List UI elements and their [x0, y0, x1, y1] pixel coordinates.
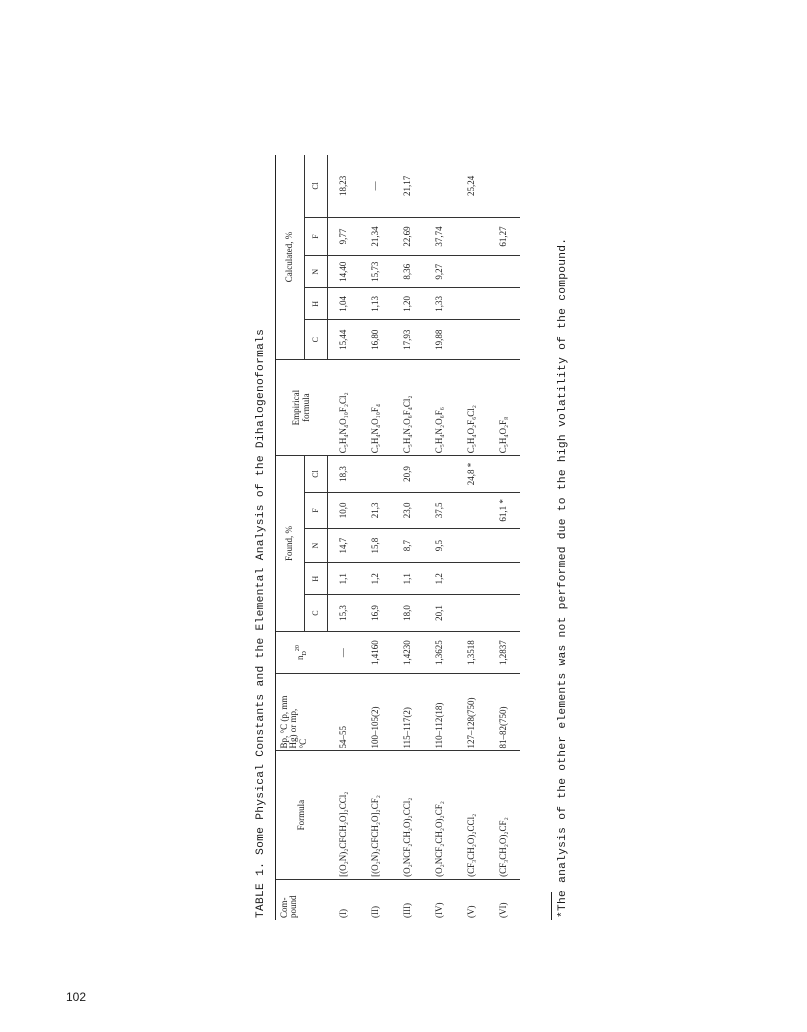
- header-calc-h: H: [305, 288, 328, 320]
- cell-bp: 110–112(18): [424, 674, 456, 751]
- cell-calc-h: 1,04: [328, 288, 361, 320]
- cell-found-f: 23,0: [392, 492, 424, 528]
- cell-found-f: 37,5: [424, 492, 456, 528]
- cell-calc-n: [456, 256, 488, 288]
- cell-found-f: [456, 492, 488, 528]
- cell-found-n: 14,7: [328, 529, 361, 563]
- cell-bp: 81–82(750): [488, 674, 520, 751]
- cell-found-h: [488, 563, 520, 595]
- header-refractive-index: $n_D^{20}$: [276, 631, 328, 674]
- table-row: [488, 155, 520, 920]
- header-found-n: N: [305, 529, 328, 563]
- cell-found-h: [456, 563, 488, 595]
- cell-calc-c: 17,93: [392, 320, 424, 360]
- table-row: [328, 155, 361, 920]
- cell-found-c: 18,0: [392, 595, 424, 631]
- cell-bp: 100–105(2): [360, 674, 392, 751]
- cell-found-n: [456, 529, 488, 563]
- cell-found-c: 20,1: [424, 595, 456, 631]
- cell-compound: (III): [402, 903, 413, 918]
- cell-bp: 54–55: [328, 674, 361, 751]
- cell-empirical: C₅H₄N₂O₆F₆: [424, 360, 456, 456]
- header-found: Found, %: [276, 456, 305, 631]
- cell-empirical: C₅H₄O₂F₈: [488, 360, 520, 456]
- table-row: [424, 155, 456, 920]
- cell-found-cl: [424, 456, 456, 492]
- header-empirical-formula: Empirical formula: [276, 360, 328, 456]
- cell-calc-f: [456, 217, 488, 256]
- cell-found-h: 1,2: [360, 563, 392, 595]
- cell-found-cl: 20,9: [392, 456, 424, 492]
- cell-calc-c: 16,80: [360, 320, 392, 360]
- cell-calc-n: 14,40: [328, 256, 361, 288]
- cell-calc-f: 61,27: [488, 217, 520, 256]
- cell-found-cl: 24,8 *: [456, 456, 488, 492]
- cell-calc-cl: 21,17: [392, 155, 424, 217]
- cell-calc-cl: 25,24: [456, 155, 488, 217]
- header-calc-f: F: [305, 217, 328, 256]
- cell-nd: 1,3625: [424, 631, 456, 674]
- cell-calc-cl: [424, 155, 456, 217]
- cell-compound: (V): [466, 905, 477, 918]
- cell-calc-n: 9,27: [424, 256, 456, 288]
- cell-nd: 1,3518: [456, 631, 488, 674]
- table-row: [456, 155, 488, 920]
- cell-found-c: [456, 595, 488, 631]
- table-row: [360, 155, 392, 920]
- header-compound: Com- pound: [276, 879, 328, 920]
- header-calc-n: N: [305, 256, 328, 288]
- cell-calc-f: 21,34: [360, 217, 392, 256]
- header-formula: Formula: [276, 751, 328, 879]
- cell-found-f: 10,0: [328, 492, 361, 528]
- cell-bp: 115–117(2): [392, 674, 424, 751]
- header-found-f: F: [305, 492, 328, 528]
- footnote: *The analysis of the other elements was not performed due to the high volatility of the compound.: [557, 237, 569, 918]
- cell-formula: [(O₂N)₂CFCH₂O]₂CF₂: [360, 751, 392, 879]
- data-table: [275, 155, 520, 920]
- cell-found-f: 61,1 *: [488, 492, 520, 528]
- cell-calc-c: 19,88: [424, 320, 456, 360]
- cell-found-f: 21,3: [360, 492, 392, 528]
- page-number: 102: [66, 990, 87, 1004]
- header-found-cl: Cl: [305, 456, 328, 492]
- cell-compound: (IV): [434, 902, 445, 918]
- cell-found-h: 1,2: [424, 563, 456, 595]
- table-row: [392, 155, 424, 920]
- header-calc-c: C: [305, 320, 328, 360]
- cell-calc-cl: [488, 155, 520, 217]
- cell-calc-n: 8,36: [392, 256, 424, 288]
- cell-bp: 127–128(750): [456, 674, 488, 751]
- footnote-rule: [551, 892, 552, 920]
- cell-nd: 1,2837: [488, 631, 520, 674]
- header-calculated: Calculated, %: [276, 155, 305, 360]
- cell-calc-c: [456, 320, 488, 360]
- cell-nd: 1,4160: [360, 631, 392, 674]
- cell-calc-f: 9,77: [328, 217, 361, 256]
- cell-found-h: 1,1: [328, 563, 361, 595]
- header-found-h: H: [305, 563, 328, 595]
- rotated-content: [255, 155, 573, 920]
- cell-calc-c: 15,44: [328, 320, 361, 360]
- cell-formula: (CF₃CH₂O)₂CCl₂: [456, 751, 488, 879]
- cell-found-n: 15,8: [360, 529, 392, 563]
- cell-found-n: 8,7: [392, 529, 424, 563]
- cell-found-n: [488, 529, 520, 563]
- cell-calc-h: [488, 288, 520, 320]
- cell-formula: [(O₂N)₂CFCH₂O]₂CCl₂: [328, 751, 361, 879]
- header-found-c: C: [305, 595, 328, 631]
- cell-found-cl: [488, 456, 520, 492]
- cell-calc-f: 22,69: [392, 217, 424, 256]
- cell-calc-c: [488, 320, 520, 360]
- cell-compound: (I): [338, 909, 349, 918]
- rotated-table-page: [255, 155, 573, 920]
- cell-calc-n: 15,73: [360, 256, 392, 288]
- cell-formula: (O₂NCF₂CH₂O)₂CF₂: [424, 751, 456, 879]
- cell-nd: 1,4230: [392, 631, 424, 674]
- cell-empirical: C₅H₄O₂F₆Cl₂: [456, 360, 488, 456]
- cell-calc-h: 1,20: [392, 288, 424, 320]
- header-calc-cl: Cl: [305, 155, 328, 217]
- cell-found-h: 1,1: [392, 563, 424, 595]
- cell-calc-h: [456, 288, 488, 320]
- cell-calc-f: 37,74: [424, 217, 456, 256]
- cell-empirical: C₅H₄N₂O₆F₄Cl₂: [392, 360, 424, 456]
- cell-found-c: 16,9: [360, 595, 392, 631]
- cell-compound: (VI): [498, 902, 509, 918]
- cell-found-c: [488, 595, 520, 631]
- cell-calc-cl: —: [360, 155, 392, 217]
- cell-empirical: C₅H₄N₄O₁₀F₄: [360, 360, 392, 456]
- cell-formula: (O₂NCF₂CH₂O)₂CCl₂: [392, 751, 424, 879]
- cell-found-cl: [360, 456, 392, 492]
- cell-nd: —: [328, 631, 361, 674]
- cell-calc-h: 1,13: [360, 288, 392, 320]
- cell-found-n: 9,5: [424, 529, 456, 563]
- table-caption: TABLE 1. Some Physical Constants and the Elemental Analysis of the Dihalogenoformals: [255, 328, 267, 918]
- cell-empirical: C₅H₄N₄O₁₀F₂Cl₂: [328, 360, 361, 456]
- cell-formula: (CF₃CH₂O)₂CF₂: [488, 751, 520, 879]
- cell-found-cl: 18,3: [328, 456, 361, 492]
- header-bp: Bp, °C (p, mm Hg) or mp, °C: [276, 674, 328, 751]
- cell-calc-n: [488, 256, 520, 288]
- cell-compound: (II): [370, 906, 381, 918]
- cell-calc-h: 1,33: [424, 288, 456, 320]
- cell-calc-cl: 18,23: [328, 155, 361, 217]
- cell-found-c: 15,3: [328, 595, 361, 631]
